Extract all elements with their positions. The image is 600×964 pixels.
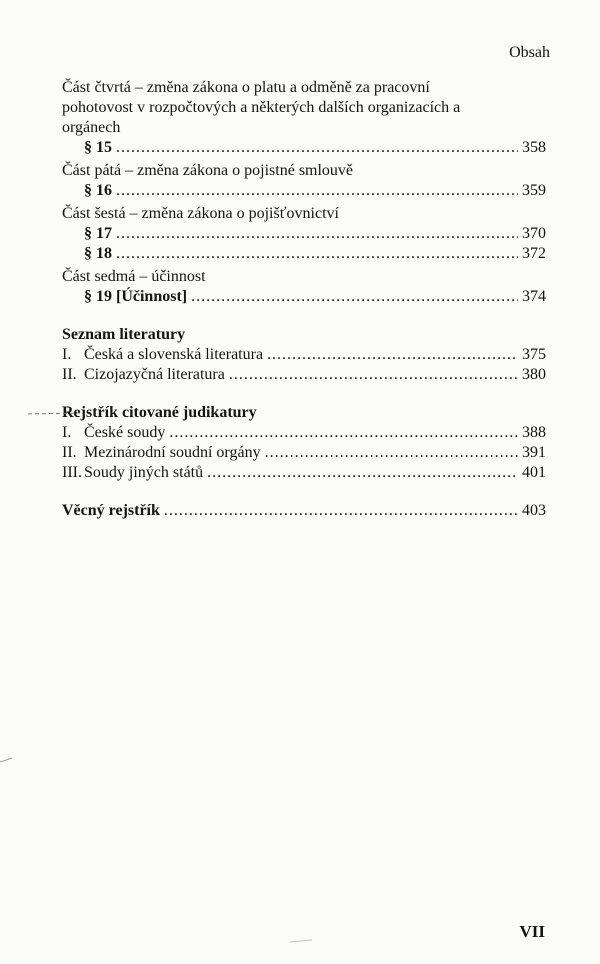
entry-label: § 15 (84, 139, 112, 156)
entry-label (62, 443, 261, 463)
entry-label (62, 423, 165, 443)
table-of-contents (62, 78, 546, 521)
entry-label (62, 365, 225, 385)
entry-page: 401 (522, 464, 546, 481)
toc-literature (62, 325, 546, 385)
toc-part-7 (62, 267, 546, 307)
entry-text: Mezinárodní soudní orgány (84, 444, 261, 461)
entry-label (62, 463, 203, 483)
toc-part-6 (62, 204, 546, 264)
entry-page: 375 (522, 346, 546, 363)
entry-text: Soudy jiných států (84, 464, 204, 481)
part-title: Část čtvrtá – změna zákona o platu a odměně za pracovní pohotovost v rozpočtových a některých dalších organizacích a orgánech (62, 79, 461, 136)
entry-page: 388 (522, 424, 546, 441)
leader-dots (191, 287, 518, 307)
toc-entry[interactable] (62, 365, 546, 385)
section-title: Seznam literatury (62, 326, 186, 343)
entry-text: České soudy (84, 424, 166, 441)
toc-entry[interactable] (62, 423, 546, 443)
section-title: Rejstřík citované judikatury (62, 404, 257, 421)
leader-dots (116, 138, 518, 158)
entry-text: Česká a slovenská literatura (84, 346, 264, 363)
toc-entry[interactable] (62, 345, 546, 365)
toc-part-4 (62, 78, 546, 158)
toc-entry[interactable] (62, 224, 546, 244)
entry-label: § 16 (84, 182, 112, 199)
entry-page: 370 (522, 225, 546, 242)
leader-dots (169, 423, 518, 443)
leader-dots (267, 345, 518, 365)
part-title: Část pátá – změna zákona o pojistné smlouvě (62, 162, 354, 179)
entry-page: 359 (522, 182, 546, 199)
toc-entry[interactable] (62, 463, 546, 483)
entry-label: § 18 (84, 245, 112, 262)
entry-label: § 19 [Účinnost] (84, 288, 188, 305)
entry-number: I. (62, 424, 72, 441)
entry-number: III. (62, 464, 82, 481)
entry-label: Věcný rejstřík (62, 502, 160, 519)
entry-label: § 17 (84, 225, 112, 242)
leader-dots (116, 224, 518, 244)
toc-entry-subject-index[interactable] (62, 501, 546, 521)
running-header: Obsah (509, 44, 550, 61)
entry-label (62, 345, 263, 365)
entry-page: 358 (522, 139, 546, 156)
page-number: VII (519, 922, 545, 941)
part-title: Část sedmá – účinnost (62, 268, 206, 285)
toc-entry[interactable] (62, 287, 546, 307)
entry-page: 372 (522, 245, 546, 262)
toc-entry[interactable] (62, 181, 546, 201)
leader-dots (116, 181, 518, 201)
leader-dots (116, 244, 518, 264)
pencil-stroke (0, 758, 12, 762)
entry-number: II. (62, 444, 77, 461)
toc-part-5 (62, 161, 546, 201)
pencil-stroke (290, 940, 312, 942)
entry-text: Cizojazyčná literatura (84, 366, 225, 383)
entry-number: I. (62, 346, 72, 363)
entry-page: 403 (522, 502, 546, 519)
toc-case-law (62, 403, 546, 483)
entry-page: 391 (522, 444, 546, 461)
leader-dots (164, 501, 518, 521)
entry-page: 380 (522, 366, 546, 383)
leader-dots (265, 443, 518, 463)
toc-entry[interactable] (62, 138, 546, 158)
leader-dots (207, 463, 518, 483)
part-title: Část šestá – změna zákona o pojišťovnictví (62, 205, 339, 222)
toc-entry[interactable] (62, 244, 546, 264)
entry-number: II. (62, 366, 77, 383)
toc-entry[interactable] (62, 443, 546, 463)
entry-page: 374 (522, 288, 546, 305)
leader-dots (229, 365, 518, 385)
